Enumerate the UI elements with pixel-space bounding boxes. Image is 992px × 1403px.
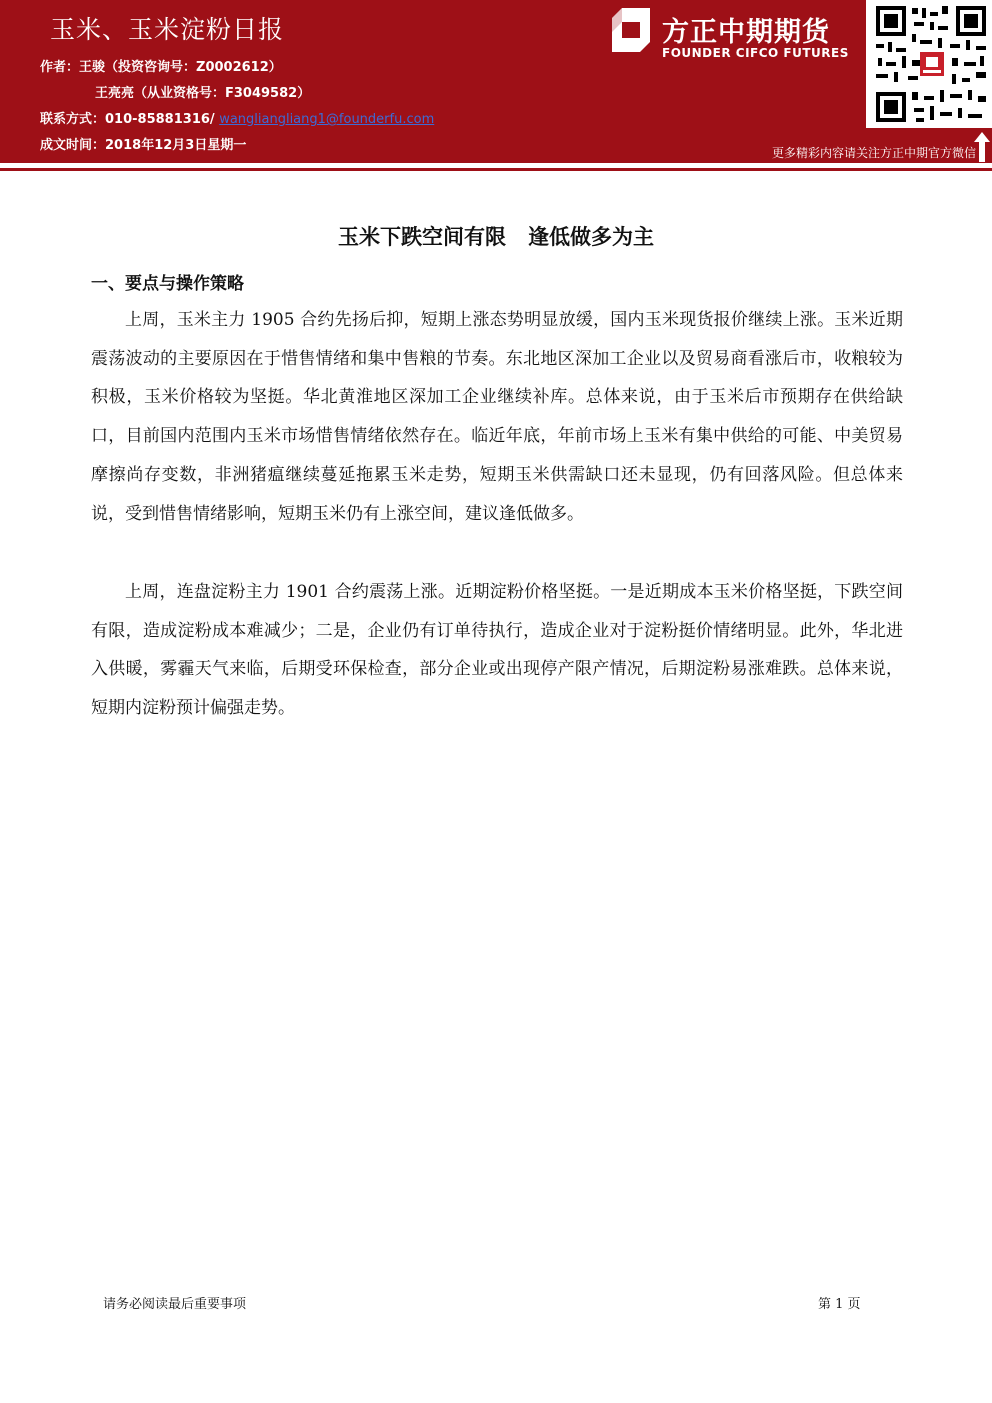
- qr-code-icon: [868, 0, 992, 128]
- author-label: 作者：: [40, 60, 80, 75]
- founder-logo: [606, 8, 864, 64]
- paragraph-corn: 上周，玉米主力 1905 合约先扬后抑，短期上涨态势明显放缓，国内玉米现货报价继续上涨。玉米近期震荡波动的主要原因在于惜售情绪和集中售粮的节奏。东北地区深加工企业以及贸易商看涨后市，收粮较为积极，玉米价格较为坚挺。华北黄淮地区深加工企业继续补库。总体来说，由于玉米后市预期存在供给缺口，目前国内范围内玉米市场惜售情绪依然存在。临近年底，年前市场上玉米有集中供给的可能、中美贸易摩擦尚存变数，非洲猪瘟继续蔓延拖累玉米走势，短期玉米供需缺口还未显现，仍有回落风险。但总体来说，受到惜售情绪影响，短期玉米仍有上涨空间，建议逢低做多。: [91, 310, 903, 524]
- contact-email-link[interactable]: wangliangliang1@founderfu.com: [219, 112, 435, 127]
- report-date: 2018年12月3日星期一: [105, 138, 247, 153]
- paragraph-starch: 上周，连盘淀粉主力 1901 合约震荡上涨。近期淀粉价格坚挺。一是近期成本玉米价格坚挺，下跌空间有限，造成淀粉成本难减少；二是，企业仍有订单待执行，造成企业对于淀粉挺价情绪明显。此外，华北进入供暖，雾霾天气来临，后期受环保检查，部分企业或出现停产限产情况，后期淀粉易涨难跌。总体来说，短期内淀粉预计偏强走势。: [91, 582, 903, 719]
- report-title: 玉米、玉米淀粉日报: [50, 15, 285, 44]
- author-line-2: [95, 82, 310, 101]
- logo-english-text: FOUNDER CIFCO FUTURES: [662, 46, 849, 60]
- date-line: [40, 134, 246, 153]
- wechat-qr-code: [866, 0, 992, 128]
- logo-chinese-text: 方正中期期货: [662, 17, 830, 48]
- section-heading: 一、要点与操作策略: [91, 274, 244, 294]
- header-divider: [0, 168, 992, 171]
- report-header: [0, 0, 992, 163]
- up-arrow-icon: [974, 132, 990, 162]
- contact-line: [40, 108, 434, 127]
- founder-logo-mark-icon: [606, 8, 650, 52]
- contact-phone: 010-85881316/: [105, 112, 220, 127]
- author-2: 王亮亮（从业资格号：F3049582）: [95, 86, 311, 101]
- footer-notice: 请务必阅读最后重要事项: [103, 1297, 247, 1312]
- contact-label: 联系方式：: [40, 112, 106, 127]
- follow-wechat-text: 更多精彩内容请关注方正中期官方微信: [771, 146, 976, 160]
- author-line-1: [40, 56, 282, 75]
- author-1: 王骏（投资咨询号：Z0002612）: [79, 60, 282, 75]
- page-number: 第 1 页: [818, 1297, 861, 1312]
- date-label: 成文时间：: [40, 138, 106, 153]
- document-title: 玉米下跌空间有限 逢低做多为主: [338, 225, 654, 249]
